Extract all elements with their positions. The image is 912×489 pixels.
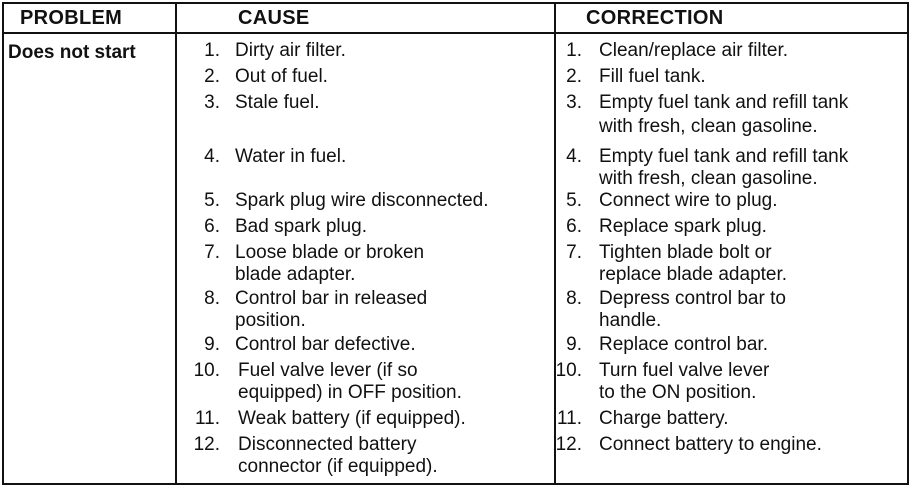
cause-item-number: 12. xyxy=(193,434,220,455)
cause-item-number: 11. xyxy=(194,408,220,429)
cause-item-text: Dirty air filter. xyxy=(235,40,346,61)
correction-item-number: 9. xyxy=(566,334,582,355)
cause-item-number: 7. xyxy=(204,242,220,263)
correction-item-number: 8. xyxy=(566,288,582,309)
correction-item-text: with fresh, clean gasoline. xyxy=(599,116,818,137)
correction-item-text: Replace control bar. xyxy=(599,334,768,355)
header-correction: CORRECTION xyxy=(586,7,724,29)
column-divider-cause xyxy=(554,2,556,485)
cause-item-number: 4. xyxy=(204,146,220,167)
header-problem: PROBLEM xyxy=(20,7,123,29)
cause-item-text: Loose blade or broken xyxy=(235,242,425,263)
correction-item-text: to the ON position. xyxy=(599,382,757,403)
problem-label: Does not start xyxy=(8,42,136,63)
cause-item-text: Spark plug wire disconnected. xyxy=(235,190,489,211)
correction-item-number: 12. xyxy=(555,434,582,455)
cause-item-text: equipped) in OFF position. xyxy=(238,382,462,403)
correction-item-text: Depress control bar to xyxy=(599,288,786,309)
cause-item-text: Fuel valve lever (if so xyxy=(238,360,418,381)
correction-item-text: Clean/replace air filter. xyxy=(599,40,789,61)
cause-item-text: position. xyxy=(235,310,306,331)
correction-item-text: handle. xyxy=(599,310,662,331)
column-divider-problem xyxy=(175,2,177,485)
cause-item-number: 3. xyxy=(204,92,220,113)
cause-item-number: 6. xyxy=(204,216,220,237)
correction-item-number: 4. xyxy=(566,146,582,167)
cause-item-text: Stale fuel. xyxy=(235,92,320,113)
cause-item-text: Control bar defective. xyxy=(235,334,416,355)
correction-item-text: Empty fuel tank and refill tank xyxy=(599,92,849,113)
correction-item-number: 5. xyxy=(566,190,582,211)
correction-item-text: Turn fuel valve lever xyxy=(599,360,770,381)
cause-item-text: Disconnected battery xyxy=(238,434,417,455)
cause-item-text: Control bar in released xyxy=(235,288,428,309)
correction-item-text: replace blade adapter. xyxy=(599,264,788,285)
correction-item-number: 1. xyxy=(566,40,582,61)
correction-item-text: Replace spark plug. xyxy=(599,216,767,237)
cause-item-text: Out of fuel. xyxy=(235,66,328,87)
cause-item-number: 1. xyxy=(204,40,220,61)
correction-item-number: 10. xyxy=(555,360,582,381)
correction-item-text: Tighten blade bolt or xyxy=(599,242,772,263)
correction-item-text: Empty fuel tank and refill tank xyxy=(599,146,849,167)
correction-item-text: Fill fuel tank. xyxy=(599,66,706,87)
correction-item-number: 7. xyxy=(566,242,582,263)
cause-item-text: Bad spark plug. xyxy=(235,216,368,237)
correction-item-number: 2. xyxy=(566,66,582,87)
correction-item-number: 6. xyxy=(566,216,582,237)
cause-item-number: 8. xyxy=(204,288,220,309)
cause-item-text: Weak battery (if equipped). xyxy=(238,408,466,429)
correction-item-number: 11. xyxy=(556,408,582,429)
correction-item-text: Charge battery. xyxy=(599,408,729,429)
header-cause: CAUSE xyxy=(238,7,310,29)
correction-item-text: Connect battery to engine. xyxy=(599,434,822,455)
correction-item-number: 3. xyxy=(566,92,582,113)
correction-item-text: Connect wire to plug. xyxy=(599,190,778,211)
correction-item-text: with fresh, clean gasoline. xyxy=(599,168,818,189)
header-divider xyxy=(2,32,909,34)
cause-item-number: 2. xyxy=(204,66,220,87)
cause-item-text: Water in fuel. xyxy=(235,146,347,167)
cause-item-number: 10. xyxy=(193,360,220,381)
cause-item-text: blade adapter. xyxy=(235,264,356,285)
cause-item-number: 9. xyxy=(204,334,220,355)
cause-item-number: 5. xyxy=(204,190,220,211)
cause-item-text: connector (if equipped). xyxy=(238,456,438,477)
